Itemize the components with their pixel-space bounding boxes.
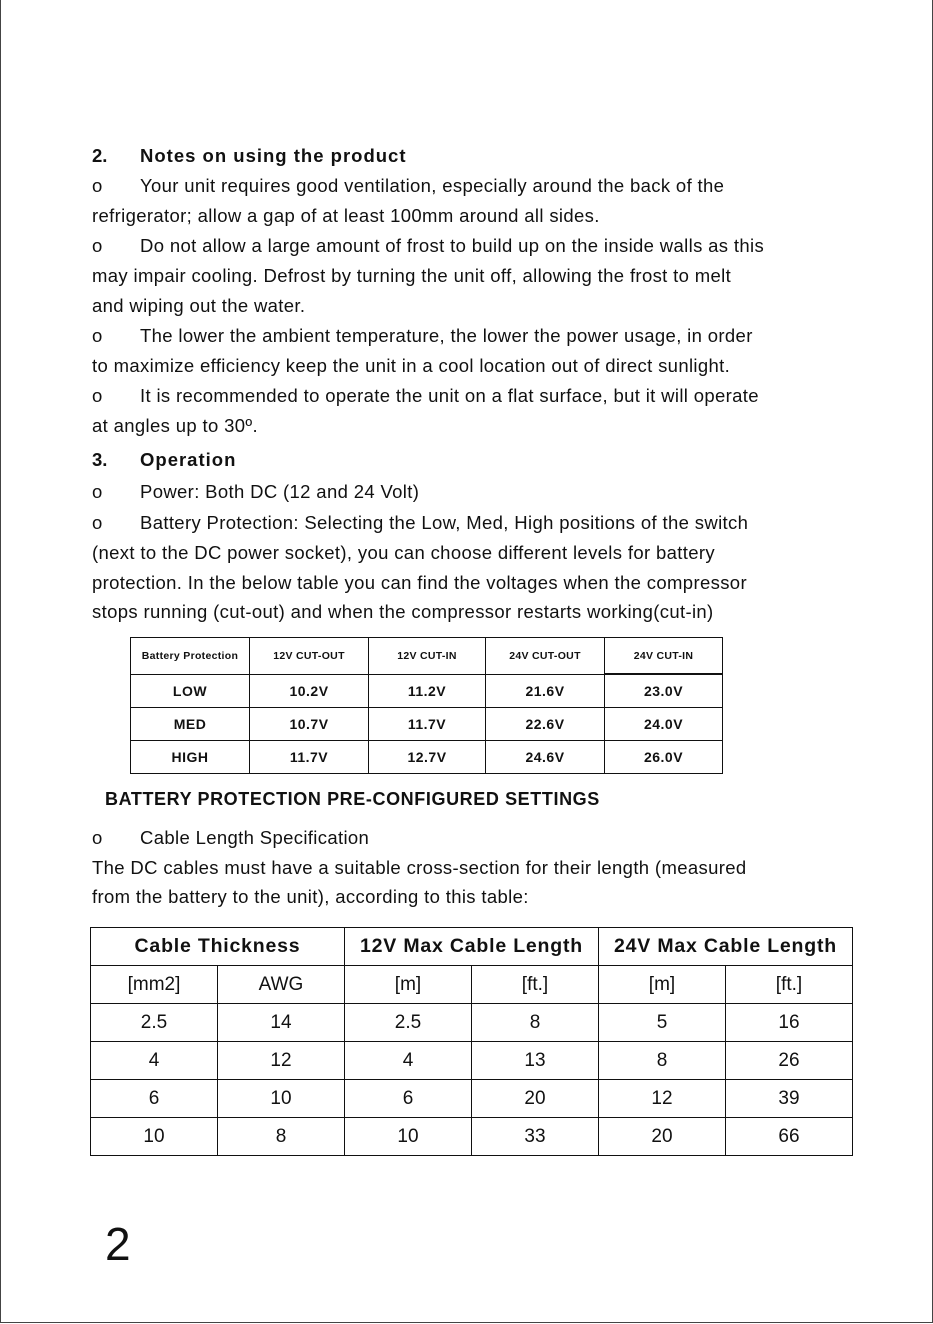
table-cell: MED bbox=[131, 708, 250, 741]
table-cell: 10.2V bbox=[250, 674, 369, 708]
section-2-title: Notes on using the product bbox=[140, 145, 407, 166]
bullet-marker: o bbox=[92, 481, 103, 502]
table-cell: 24.6V bbox=[486, 741, 605, 774]
header-cell: Battery Protection bbox=[131, 638, 250, 675]
note-3-line-1: The lower the ambient temperature, the lower the power usage, in order bbox=[140, 325, 753, 346]
battery-protection-table bbox=[130, 637, 723, 774]
table-cell: 2.5 bbox=[345, 1004, 472, 1042]
note-1-line-1: Your unit requires good ventilation, especially around the back of the bbox=[140, 175, 725, 196]
table-row bbox=[131, 708, 723, 741]
table-cell: 10 bbox=[345, 1118, 472, 1156]
table-cell: 10.7V bbox=[250, 708, 369, 741]
header-cell: 24V CUT-OUT bbox=[486, 638, 605, 675]
table-cell: 5 bbox=[599, 1004, 726, 1042]
table-cell: 39 bbox=[726, 1080, 853, 1118]
table-row bbox=[91, 1080, 853, 1118]
table-cell: 4 bbox=[345, 1042, 472, 1080]
header-cell: 12V Max Cable Length bbox=[345, 928, 599, 966]
bullet-marker: o bbox=[92, 325, 103, 346]
header-cell: 24V Max Cable Length bbox=[599, 928, 853, 966]
table-cell: 6 bbox=[91, 1080, 218, 1118]
table-cell: 12 bbox=[218, 1042, 345, 1080]
table-cell: 26 bbox=[726, 1042, 853, 1080]
table-cell: 2.5 bbox=[91, 1004, 218, 1042]
table-cell: 10 bbox=[218, 1080, 345, 1118]
battery-line-3: protection. In the below table you can find the voltages when the compressor bbox=[92, 572, 747, 593]
page-number: 2 bbox=[105, 1218, 131, 1270]
table-cell: 26.0V bbox=[605, 741, 723, 774]
table-cell: 20 bbox=[472, 1080, 599, 1118]
table-cell: 8 bbox=[599, 1042, 726, 1080]
table-header-row bbox=[91, 928, 853, 966]
table-cell: 66 bbox=[726, 1118, 853, 1156]
table-cell: 23.0V bbox=[605, 674, 723, 708]
bullet-marker: o bbox=[92, 385, 103, 406]
table-cell: 12.7V bbox=[369, 741, 486, 774]
note-2-line-2: may impair cooling. Defrost by turning the unit off, allowing the frost to melt bbox=[92, 265, 732, 286]
note-2-line-1: Do not allow a large amount of frost to build up on the inside walls as this bbox=[140, 235, 765, 256]
table-cell: 14 bbox=[218, 1004, 345, 1042]
table-cell: HIGH bbox=[131, 741, 250, 774]
table-cell: 11.7V bbox=[250, 741, 369, 774]
unit-cell: [ft.] bbox=[472, 966, 599, 1004]
table-cell: 24.0V bbox=[605, 708, 723, 741]
cable-paragraph-line-1: The DC cables must have a suitable cross-section for their length (measured bbox=[92, 857, 747, 878]
table-row bbox=[91, 1118, 853, 1156]
bullet-marker: o bbox=[92, 235, 103, 256]
table-cell: 22.6V bbox=[486, 708, 605, 741]
bullet-marker: o bbox=[92, 512, 103, 533]
power-line: Power: Both DC (12 and 24 Volt) bbox=[140, 481, 420, 502]
unit-cell: [m] bbox=[599, 966, 726, 1004]
table-row bbox=[131, 674, 723, 708]
table-cell: 33 bbox=[472, 1118, 599, 1156]
table-cell: 8 bbox=[472, 1004, 599, 1042]
table-cell: 11.2V bbox=[369, 674, 486, 708]
table-cell: 11.7V bbox=[369, 708, 486, 741]
battery-line-2: (next to the DC power socket), you can choose different levels for battery bbox=[92, 542, 715, 563]
table-units-row bbox=[91, 966, 853, 1004]
table-header-row bbox=[131, 638, 723, 675]
unit-cell: [m] bbox=[345, 966, 472, 1004]
table-cell: 12 bbox=[599, 1080, 726, 1118]
cable-bullet-title: Cable Length Specification bbox=[140, 827, 370, 848]
note-4-line-2: at angles up to 30º. bbox=[92, 415, 258, 436]
battery-line-1: Battery Protection: Selecting the Low, Med, High positions of the switch bbox=[140, 512, 749, 533]
unit-cell: AWG bbox=[218, 966, 345, 1004]
note-4-line-1: It is recommended to operate the unit on a flat surface, but it will operate bbox=[140, 385, 759, 406]
table-row bbox=[91, 1004, 853, 1042]
table-cell: 4 bbox=[91, 1042, 218, 1080]
table-row bbox=[91, 1042, 853, 1080]
table-cell: 10 bbox=[91, 1118, 218, 1156]
table-cell: LOW bbox=[131, 674, 250, 708]
section-2-number: 2. bbox=[92, 145, 108, 166]
table-row bbox=[131, 741, 723, 774]
section-3-title: Operation bbox=[140, 449, 237, 470]
table-cell: 16 bbox=[726, 1004, 853, 1042]
table-cell: 21.6V bbox=[486, 674, 605, 708]
note-1-line-2: refrigerator; allow a gap of at least 100mm around all sides. bbox=[92, 205, 600, 226]
header-cell: 24V CUT-IN bbox=[605, 638, 723, 675]
section-3-number: 3. bbox=[92, 449, 108, 470]
header-cell: Cable Thickness bbox=[91, 928, 345, 966]
unit-cell: [ft.] bbox=[726, 966, 853, 1004]
cable-paragraph-line-2: from the battery to the unit), according to this table: bbox=[92, 886, 529, 907]
cable-length-table bbox=[90, 927, 853, 1156]
note-2-line-3: and wiping out the water. bbox=[92, 295, 306, 316]
header-cell: 12V CUT-OUT bbox=[250, 638, 369, 675]
unit-cell: [mm2] bbox=[91, 966, 218, 1004]
table-cell: 20 bbox=[599, 1118, 726, 1156]
table-cell: 8 bbox=[218, 1118, 345, 1156]
table-cell: 13 bbox=[472, 1042, 599, 1080]
header-cell: 12V CUT-IN bbox=[369, 638, 486, 675]
battery-table-caption: BATTERY PROTECTION PRE-CONFIGURED SETTINGS bbox=[105, 789, 600, 809]
battery-line-4: stops running (cut-out) and when the compressor restarts working(cut-in) bbox=[92, 601, 714, 622]
note-3-line-2: to maximize efficiency keep the unit in a cool location out of direct sunlight. bbox=[92, 355, 731, 376]
bullet-marker: o bbox=[92, 827, 103, 848]
table-cell: 6 bbox=[345, 1080, 472, 1118]
bullet-marker: o bbox=[92, 175, 103, 196]
